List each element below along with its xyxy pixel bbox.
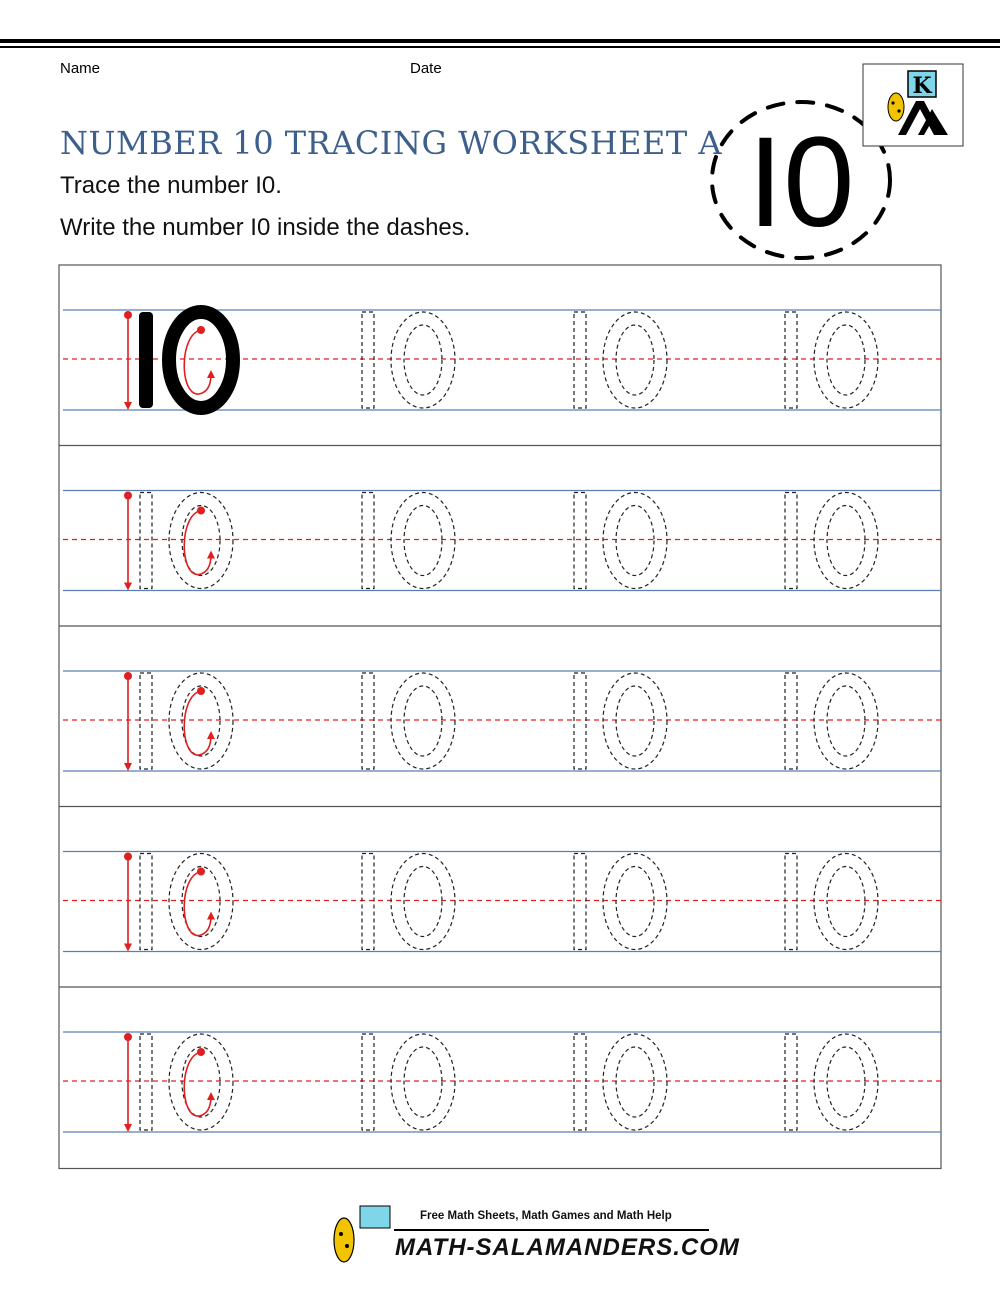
digit-one-dashed [574, 493, 586, 589]
digit-one-dashed [785, 854, 797, 950]
footer-tagline: Free Math Sheets, Math Games and Math Help [420, 1210, 672, 1222]
digit-zero-inner-dashed [827, 686, 865, 756]
digit-one-dashed [574, 1034, 586, 1130]
digit-zero-inner-dashed [616, 325, 654, 395]
digit-one-solid [139, 312, 153, 408]
digit-one-dashed [785, 1034, 797, 1130]
digit-zero-inner-dashed [404, 686, 442, 756]
digit-one-dashed [362, 312, 374, 408]
digit-one-dashed [785, 493, 797, 589]
stroke-arrow-curve [184, 511, 211, 575]
digit-zero-outer-dashed [603, 312, 667, 408]
digit-zero-outer-dashed [814, 312, 878, 408]
footer-site: MATH-SALAMANDERS.COM [395, 1234, 740, 1261]
stroke-arrow-curve [184, 872, 211, 936]
stroke-arrow-curve [184, 1052, 211, 1116]
digit-one-dashed [140, 673, 152, 769]
digit-zero-inner-dashed [616, 1047, 654, 1117]
digit-zero-inner-dashed [827, 506, 865, 576]
digit-one-dashed [785, 673, 797, 769]
stroke-arrow-curve [184, 691, 211, 755]
digit-zero-inner-dashed [827, 1047, 865, 1117]
digit-one-dashed [140, 854, 152, 950]
digit-one-dashed [362, 1034, 374, 1130]
name-label: Name [60, 60, 101, 77]
digit-zero-inner-dashed [827, 867, 865, 937]
digit-one-dashed [574, 312, 586, 408]
digit-one-dashed [785, 312, 797, 408]
digit-one-dashed [362, 673, 374, 769]
digit-zero-outer-dashed [603, 854, 667, 950]
digit-zero-outer-dashed [814, 854, 878, 950]
digit-one-dashed [574, 854, 586, 950]
instruction-trace: Trace the number I0. [60, 172, 282, 199]
salamander-icon [334, 1218, 354, 1262]
digit-one-dashed [140, 493, 152, 589]
digit-zero-inner-dashed [616, 506, 654, 576]
digit-zero-inner-dashed [404, 867, 442, 937]
digit-zero-inner-dashed [827, 325, 865, 395]
page-title: NUMBER 10 TRACING WORKSHEET A [60, 124, 722, 162]
stroke-arrow-curve [184, 330, 211, 394]
digit-zero-outer-dashed [603, 673, 667, 769]
digit-zero-outer-dashed [603, 493, 667, 589]
digit-zero-outer-dashed [391, 1034, 455, 1130]
digit-zero-outer-dashed [603, 1034, 667, 1130]
digit-zero-outer-dashed [391, 673, 455, 769]
digit-zero-inner-dashed [616, 686, 654, 756]
logo-letter: K [912, 73, 932, 99]
digit-one-dashed [140, 1034, 152, 1130]
date-label: Date [410, 60, 442, 77]
featured-number: I0 [747, 111, 855, 254]
digit-zero-inner-dashed [404, 1047, 442, 1117]
digit-zero-outer-dashed [814, 673, 878, 769]
digit-zero-outer-dashed [391, 493, 455, 589]
digit-zero-inner-dashed [404, 506, 442, 576]
digit-one-dashed [574, 673, 586, 769]
digit-zero-inner-dashed [616, 867, 654, 937]
digit-one-dashed [362, 493, 374, 589]
digit-zero-outer-dashed [814, 1034, 878, 1130]
digit-zero-outer-dashed [391, 854, 455, 950]
digit-zero-outer-dashed [391, 312, 455, 408]
digit-zero-outer-dashed [814, 493, 878, 589]
digit-zero-inner-dashed [404, 325, 442, 395]
digit-one-dashed [362, 854, 374, 950]
instruction-write: Write the number I0 inside the dashes. [60, 214, 471, 241]
